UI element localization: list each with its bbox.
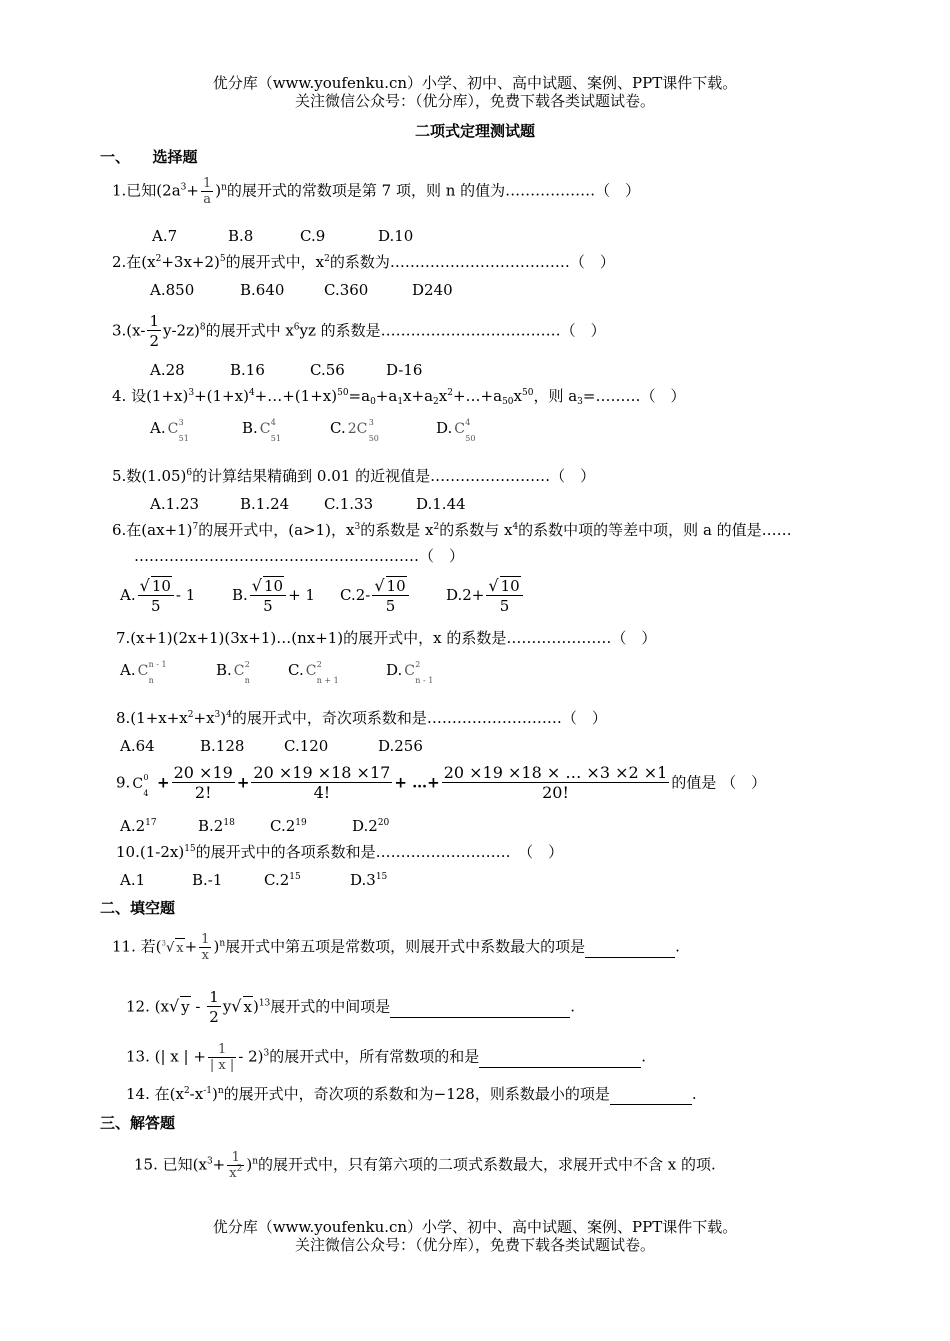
q7-option-b <box>216 660 288 685</box>
q6-option-c-num: √ 10 <box>374 576 406 595</box>
q8-close: ) <box>220 709 227 727</box>
q5-option-d: D.1.44 <box>416 495 466 513</box>
q9-f2-den: 4! <box>251 782 392 803</box>
question-10 <box>116 842 563 862</box>
q11-radicand: x <box>175 938 184 959</box>
q11-plus: + <box>184 937 198 956</box>
q7-option-c <box>288 660 386 685</box>
q6-option-b-rad: 10 <box>264 577 284 595</box>
q1-plus: + <box>186 181 199 200</box>
q4-option-c-coef: 2 <box>347 421 357 437</box>
q6-option-d <box>446 576 525 616</box>
q9-f3-den: 20! <box>442 782 670 803</box>
q15-fraction <box>227 1150 244 1181</box>
q9-fraction-3 <box>442 764 670 803</box>
q9-f1-num: 20 ×19 <box>173 763 233 782</box>
header-line-2: 关注微信公众号：（优分库），免费下载各类试题试卷。 <box>294 92 655 110</box>
q7-option-d-comb <box>404 660 439 685</box>
q4-option-c-base: C <box>356 421 368 437</box>
q7-option-a <box>120 660 216 685</box>
q9-option-a <box>120 816 198 836</box>
q15-exp-n: n <box>252 1156 258 1167</box>
q6-option-a-den: 5 <box>138 595 174 616</box>
q6-t3: 的系数是 x <box>360 521 434 539</box>
q4-option-d-sub: 50 <box>465 434 476 443</box>
q12-end: . <box>570 997 576 1016</box>
q6-option-d-label: D. <box>446 586 463 604</box>
question-1 <box>112 176 640 207</box>
q15-close: ) <box>246 1155 253 1174</box>
q10-exp: 15 <box>184 844 196 854</box>
q4-option-a-sub: 51 <box>178 434 189 443</box>
q3-exp-1: 8 <box>199 322 206 333</box>
q9-option-c-exp: 19 <box>295 818 307 828</box>
q12-answer-blank[interactable] <box>390 997 570 1018</box>
question-6-line-2: …………………………………………………（ ） <box>134 547 465 565</box>
q6-t1: 6.在(ax+1) <box>112 521 193 539</box>
q7-option-a-sub: n <box>148 676 154 685</box>
q4-option-a-base: C <box>167 421 179 437</box>
q9-option-d <box>352 816 389 836</box>
q4-t2: +(1+x) <box>194 387 249 405</box>
q3-frac-den: 2 <box>149 332 159 350</box>
q14-text-mid: -x <box>189 1085 204 1103</box>
q1-options <box>152 226 413 246</box>
q2-text-post1: 的展开式中，x <box>225 253 325 271</box>
q14-close: ) <box>211 1085 218 1103</box>
q4-option-d <box>436 418 479 443</box>
q4-option-c-sub: 50 <box>368 434 379 443</box>
page-title: 二项式定理测试题 <box>414 122 535 140</box>
q1-exp: 3 <box>180 182 187 193</box>
q9-options <box>120 816 389 836</box>
q5-option-a: A.1.23 <box>150 495 199 513</box>
question-5 <box>112 466 595 486</box>
q11-frac-num: 1 <box>201 932 210 947</box>
q9-comb-base: C <box>132 775 144 792</box>
q3-exp-2: 6 <box>293 322 300 333</box>
question-14 <box>126 1084 697 1105</box>
q9-plus-2: + <box>236 773 250 792</box>
q2-exp-3: 2 <box>324 254 330 264</box>
q8-text-pre: 8.(1+x+x <box>116 709 188 727</box>
q8-option-b: B.128 <box>200 737 245 755</box>
q2-exp-1: 2 <box>155 254 162 264</box>
question-13 <box>126 1042 646 1073</box>
q7-option-a-comb <box>137 660 171 685</box>
q6-t2: 的展开式中，(a>1)，x <box>198 521 355 539</box>
q13-fraction <box>208 1042 236 1073</box>
q6-option-c-frac <box>372 576 408 616</box>
q9-f3-num: 20 ×19 ×18 × … ×3 ×2 ×1 <box>443 763 668 782</box>
q8-exp-3: 4 <box>226 710 232 720</box>
q4-option-b <box>242 418 330 443</box>
q4-t11: =………（ ） <box>582 387 686 405</box>
q7-option-d-label: D. <box>386 661 403 679</box>
q4-s0: 0 <box>370 397 376 407</box>
q4-option-d-sup: 4 <box>465 418 471 427</box>
q6-e3: 2 <box>433 522 440 532</box>
q3-text-post1: 的展开式中 x <box>205 321 294 340</box>
q1-frac-num: 1 <box>202 176 212 191</box>
q4-s2: 2 <box>433 397 439 407</box>
q14-exp-n: n <box>217 1086 224 1096</box>
q6-option-a-rad: 10 <box>151 577 171 595</box>
q2-options <box>150 280 453 300</box>
q1-option-c: C.9 <box>300 227 326 245</box>
q4-option-b-label: B. <box>242 419 258 437</box>
q3-fraction <box>147 312 161 351</box>
question-4 <box>112 386 685 406</box>
q7-option-b-sub: n <box>244 676 250 685</box>
q14-text-post: 的展开式中，奇次项的系数和为−128，则系数最小的项是 <box>223 1085 610 1103</box>
q7-option-b-comb <box>233 660 259 685</box>
q1-option-b: B.8 <box>228 227 254 245</box>
q14-exp-1: 2 <box>183 1086 190 1096</box>
q1-text-post: 的展开式的常数项是第 7 项，则 n 的值为………………（ ） <box>226 181 641 200</box>
q10-text-post: 的展开式中的各项系数和是……………………… （ ） <box>195 843 564 861</box>
q10-option-b-base: B.-1 <box>192 871 223 889</box>
section-heading-choice: 一、 选择题 <box>100 148 198 166</box>
q6-option-a-label: A. <box>120 586 136 604</box>
q1-option-d: D.10 <box>378 227 414 245</box>
q8-exp-1: 2 <box>187 710 194 720</box>
q7-option-b-sup: 2 <box>244 660 250 669</box>
q14-text-pre: 14. 在(x <box>126 1085 184 1103</box>
q9-comb-sup: 0 <box>143 772 149 782</box>
q9-text-post: 的值是 （ ） <box>671 773 767 792</box>
q5-text-pre: 5.数(1.05) <box>112 467 187 485</box>
q4-t1: 4. 设(1+x) <box>112 387 189 405</box>
question-11: 11. 若($^3$√ x+ $\frac{1}{x}$ )$^n$展开式中第五项是常数项，则展开式中系数最大的项是 . <box>112 932 680 963</box>
q9-comb-sub: 4 <box>143 788 149 798</box>
q7-option-c-label: C. <box>288 661 304 679</box>
q1-text-pre: 1.已知(2a <box>112 181 181 200</box>
q14-end: . <box>691 1085 697 1103</box>
q11-end: . <box>675 937 680 956</box>
q6-option-d-den: 5 <box>486 595 522 616</box>
q4-option-a-comb <box>167 418 193 443</box>
q9-text-pre: 9. <box>116 773 131 792</box>
q6-option-d-rad: 10 <box>500 577 520 595</box>
q9-fraction-2 <box>251 764 392 803</box>
q7-option-a-label: A. <box>120 661 136 679</box>
header-line-1: 优分库（www.youfenku.cn）小学、初中、高中试题、案例、PPT课件下载。 <box>212 74 738 92</box>
q2-option-c: C.360 <box>324 281 369 299</box>
q7-option-d-sup: 2 <box>415 660 421 669</box>
q2-text-post2: 的系数为………………………………（ ） <box>329 253 615 271</box>
q13-exp: 3 <box>263 1048 270 1059</box>
q10-option-d-exp: 15 <box>375 872 388 882</box>
q4-e3: 50 <box>337 388 349 398</box>
q11-text-post: 展开式中第五项是常数项，则展开式中系数最大的项是 <box>225 937 586 956</box>
q11-close: ) <box>213 937 220 956</box>
q10-option-d <box>350 870 387 890</box>
q4-options <box>150 418 479 443</box>
q8-options <box>120 736 423 756</box>
q4-t8: +…+a <box>452 387 503 405</box>
q5-option-b: B.1.24 <box>240 495 290 513</box>
q12-minus: - <box>195 997 201 1016</box>
q10-option-a-base: A.1 <box>120 871 146 889</box>
q15-text-post: 的展开式中，只有第六项的二项式系数最大，求展开式中不含 x 的项. <box>257 1155 716 1174</box>
q12-text-mid: y <box>222 997 232 1016</box>
q10-option-d-base: D.3 <box>350 871 376 889</box>
q13-answer-blank[interactable] <box>479 1047 641 1068</box>
q6-option-d-num: √ 10 <box>488 576 520 595</box>
footer-line-2: 关注微信公众号：（优分库），免费下载各类试题试卷。 <box>294 1236 655 1254</box>
q6-t5: 的系数中项的等差中项，则 a 的值是…… <box>518 521 792 539</box>
q9-option-d-exp: 20 <box>377 818 390 828</box>
q1-exp-n: n <box>221 182 227 193</box>
q15-frac-den-exp: 2 <box>236 1164 243 1174</box>
q2-option-a: A.850 <box>150 281 195 299</box>
q8-option-c: C.120 <box>284 737 329 755</box>
q3-frac-num: 1 <box>149 312 159 330</box>
q11-exp-n: n <box>219 938 226 949</box>
q9-option-c <box>270 816 352 836</box>
q6-option-a-post: - 1 <box>175 586 196 604</box>
question-15 <box>134 1150 716 1181</box>
q10-option-a <box>120 870 192 890</box>
q10-option-c-base: C.2 <box>264 871 290 889</box>
q15-frac-num: 1 <box>231 1150 240 1165</box>
q3-option-c: C.56 <box>310 361 345 379</box>
q2-text-mid: +3x+2) <box>161 253 220 271</box>
q4-e4: 2 <box>447 388 453 398</box>
q13-text-pre: 13. (| x | + <box>126 1047 206 1066</box>
q5-options <box>150 494 466 514</box>
q4-option-d-label: D. <box>436 419 453 437</box>
q4-e2: 4 <box>248 388 255 398</box>
q1-close: ) <box>215 181 222 200</box>
q4-option-d-comb <box>454 418 479 443</box>
q13-text-post: 的展开式中，所有常数项的和是 <box>269 1047 480 1066</box>
q3-text-mid: y-2z) <box>162 321 200 340</box>
q6-t4: 的系数与 x <box>439 521 513 539</box>
q7-option-d-sub: n - 1 <box>415 676 434 685</box>
q6-option-a <box>120 576 232 616</box>
q1-option-a: A.7 <box>152 227 178 245</box>
q12-text-pre: 12. (x <box>126 997 169 1016</box>
question-7: 7.(x+1)(2x+1)(3x+1)…(nx+1)的展开式中，x 的系数是…………………（ ） <box>116 629 657 647</box>
q4-s1: 1 <box>397 397 404 407</box>
q6-option-a-frac <box>138 576 174 616</box>
q3-option-b: B.16 <box>230 361 265 379</box>
q5-option-c: C.1.33 <box>324 495 374 513</box>
q7-option-c-sub: n + 1 <box>316 676 339 685</box>
q13-end: . <box>641 1047 647 1066</box>
q6-option-c-pre: 2- <box>355 586 371 604</box>
q11-root-index: 3 <box>161 939 166 948</box>
q9-f2-num: 20 ×19 ×18 ×17 <box>253 763 391 782</box>
q4-t10: ，则 a <box>533 387 578 405</box>
q3-text-post2: yz 的系数是………………………………（ ） <box>299 321 606 340</box>
q8-text-mid: +x <box>193 709 215 727</box>
q7-option-d-base: C <box>404 663 415 679</box>
q15-exp: 3 <box>206 1156 213 1167</box>
q2-option-d: D240 <box>412 281 453 299</box>
q4-s50: 50 <box>502 397 514 407</box>
q9-option-b-exp: 18 <box>223 818 235 828</box>
q9-f1-den: 2! <box>172 782 235 803</box>
q8-text-post: 的展开式中，奇次项系数和是………………………（ ） <box>231 709 607 727</box>
q4-option-d-base: C <box>454 421 465 437</box>
q4-e1: 3 <box>188 388 195 398</box>
q4-e5: 50 <box>521 388 534 398</box>
q5-exp: 6 <box>186 468 193 478</box>
q9-fraction-1 <box>172 764 235 803</box>
q4-option-b-comb <box>259 418 285 443</box>
q6-option-c-rad: 10 <box>386 577 406 595</box>
q4-t5: +a <box>375 387 398 405</box>
q4-option-a-label: A. <box>150 419 166 437</box>
q11-frac-den: x <box>199 947 211 963</box>
footer-line-1: 优分库（www.youfenku.cn）小学、初中、高中试题、案例、PPT课件下载。 <box>212 1218 738 1236</box>
q3-option-a: A.28 <box>150 361 185 379</box>
q6-option-a-num: √ 10 <box>139 576 171 595</box>
question-3 <box>112 312 606 351</box>
q7-option-c-comb <box>305 660 341 685</box>
q12-frac-den: 2 <box>209 1008 219 1026</box>
q15-frac-den <box>227 1165 244 1181</box>
q5-text-post: 的计算结果精确到 0.01 的近视值是……………………（ ） <box>192 467 596 485</box>
q14-exp-2: -1 <box>203 1086 212 1096</box>
q6-option-c <box>340 576 446 616</box>
q2-option-b: B.640 <box>240 281 285 299</box>
question-6 <box>112 520 792 540</box>
question-2 <box>112 252 615 272</box>
q10-options <box>120 870 387 890</box>
q6-option-b-post: + 1 <box>288 586 315 604</box>
q9-option-a-exp: 17 <box>145 818 157 828</box>
q12-radicand-2: x <box>243 997 252 1016</box>
q4-option-c-comb <box>347 418 382 443</box>
question-9 <box>116 764 766 803</box>
q9-comb <box>132 772 157 798</box>
q11-answer-blank[interactable] <box>585 937 675 958</box>
q4-t4: =a <box>348 387 371 405</box>
q14-answer-blank[interactable] <box>610 1084 692 1105</box>
q9-plus-3: + …+ <box>394 773 440 792</box>
q8-option-a: A.64 <box>120 737 155 755</box>
q1-frac-den: a <box>201 191 213 207</box>
section-heading-fill: 二、填空题 <box>100 899 176 917</box>
q4-option-b-base: C <box>259 421 271 437</box>
q4-option-a <box>150 418 242 443</box>
q6-option-c-den: 5 <box>372 595 408 616</box>
q15-frac-den-base: x <box>229 1166 237 1181</box>
q6-e2: 3 <box>354 522 361 532</box>
q12-fraction <box>207 988 221 1027</box>
q6-option-c-label: C. <box>340 586 356 604</box>
q3-options <box>150 360 422 380</box>
question-8 <box>116 708 607 728</box>
section-heading-solve: 三、解答题 <box>100 1114 176 1132</box>
q15-plus: + <box>212 1155 226 1174</box>
q6-option-d-pre: 2+ <box>462 586 485 604</box>
q7-option-c-base: C <box>305 663 317 679</box>
q4-option-b-sup: 4 <box>270 418 276 427</box>
q7-option-b-base: C <box>233 663 245 679</box>
q7-option-b-label: B. <box>216 661 232 679</box>
q9-option-d-base: D.2 <box>352 817 378 835</box>
q4-t7: x <box>438 387 448 405</box>
q4-s3: 3 <box>577 397 583 407</box>
q6-options <box>120 576 525 616</box>
q9-option-a-base: A.2 <box>120 817 146 835</box>
question-12: 12. (x√ y - $\frac{1}{2}$ y√ x)$^{13}$展开式的中间项是 . <box>126 988 576 1026</box>
q7-option-d <box>386 660 439 685</box>
q3-text-pre: 3.(x- <box>112 321 146 340</box>
q4-option-c <box>330 418 436 443</box>
q9-option-b <box>198 816 270 836</box>
q7-option-c-sup: 2 <box>316 660 322 669</box>
q12-text-post: 展开式的中间项是 <box>270 997 391 1016</box>
q6-option-b-num: √ 10 <box>251 576 284 595</box>
q11-fraction <box>199 932 211 963</box>
q2-exp-2: 5 <box>219 254 226 264</box>
q6-e4: 4 <box>512 522 519 532</box>
q10-option-b <box>192 870 264 890</box>
q13-frac-den: | x | <box>209 1058 235 1073</box>
q12-exp: 13 <box>258 998 271 1009</box>
q7-option-a-base: C <box>137 663 149 679</box>
q4-t9: x <box>513 387 522 405</box>
q6-e1: 7 <box>192 522 199 532</box>
q10-option-c <box>264 870 350 890</box>
q9-plus-1: + <box>157 773 170 792</box>
q12-frac-num: 1 <box>209 988 219 1006</box>
q10-option-c-exp: 15 <box>289 872 301 882</box>
q13-text-mid: - 2) <box>238 1047 264 1066</box>
q7-options <box>120 660 439 685</box>
q4-t3: +…+(1+x) <box>254 387 338 405</box>
q4-option-c-label: C. <box>330 419 346 437</box>
q2-text-pre: 2.在(x <box>112 253 156 271</box>
q6-option-d-frac <box>486 576 522 616</box>
q12-close: ) <box>252 997 259 1016</box>
q6-option-b-label: B. <box>232 586 248 604</box>
q8-exp-2: 3 <box>214 710 221 720</box>
q1-fraction <box>201 176 213 207</box>
q8-option-d: D.256 <box>378 737 423 755</box>
q9-option-b-base: B.2 <box>198 817 224 835</box>
q10-text-pre: 10.(1-2x) <box>116 843 185 861</box>
q12-radicand-1: y <box>181 997 190 1016</box>
q7-option-a-sup: n - 1 <box>148 660 167 669</box>
q4-t6: x+a <box>403 387 434 405</box>
q6-option-b-den: 5 <box>250 595 286 616</box>
q6-option-b-frac <box>250 576 286 616</box>
q4-option-b-sub: 51 <box>270 434 281 443</box>
q4-option-c-sup: 3 <box>368 418 374 427</box>
q4-option-a-sup: 3 <box>178 418 184 427</box>
q3-option-d: D-16 <box>386 361 423 379</box>
q6-option-b <box>232 576 340 616</box>
q11-text-pre: 11. 若( <box>112 937 162 956</box>
q13-frac-num: 1 <box>217 1042 227 1057</box>
q15-text-pre: 15. 已知(x <box>134 1155 207 1174</box>
q9-option-c-base: C.2 <box>270 817 296 835</box>
